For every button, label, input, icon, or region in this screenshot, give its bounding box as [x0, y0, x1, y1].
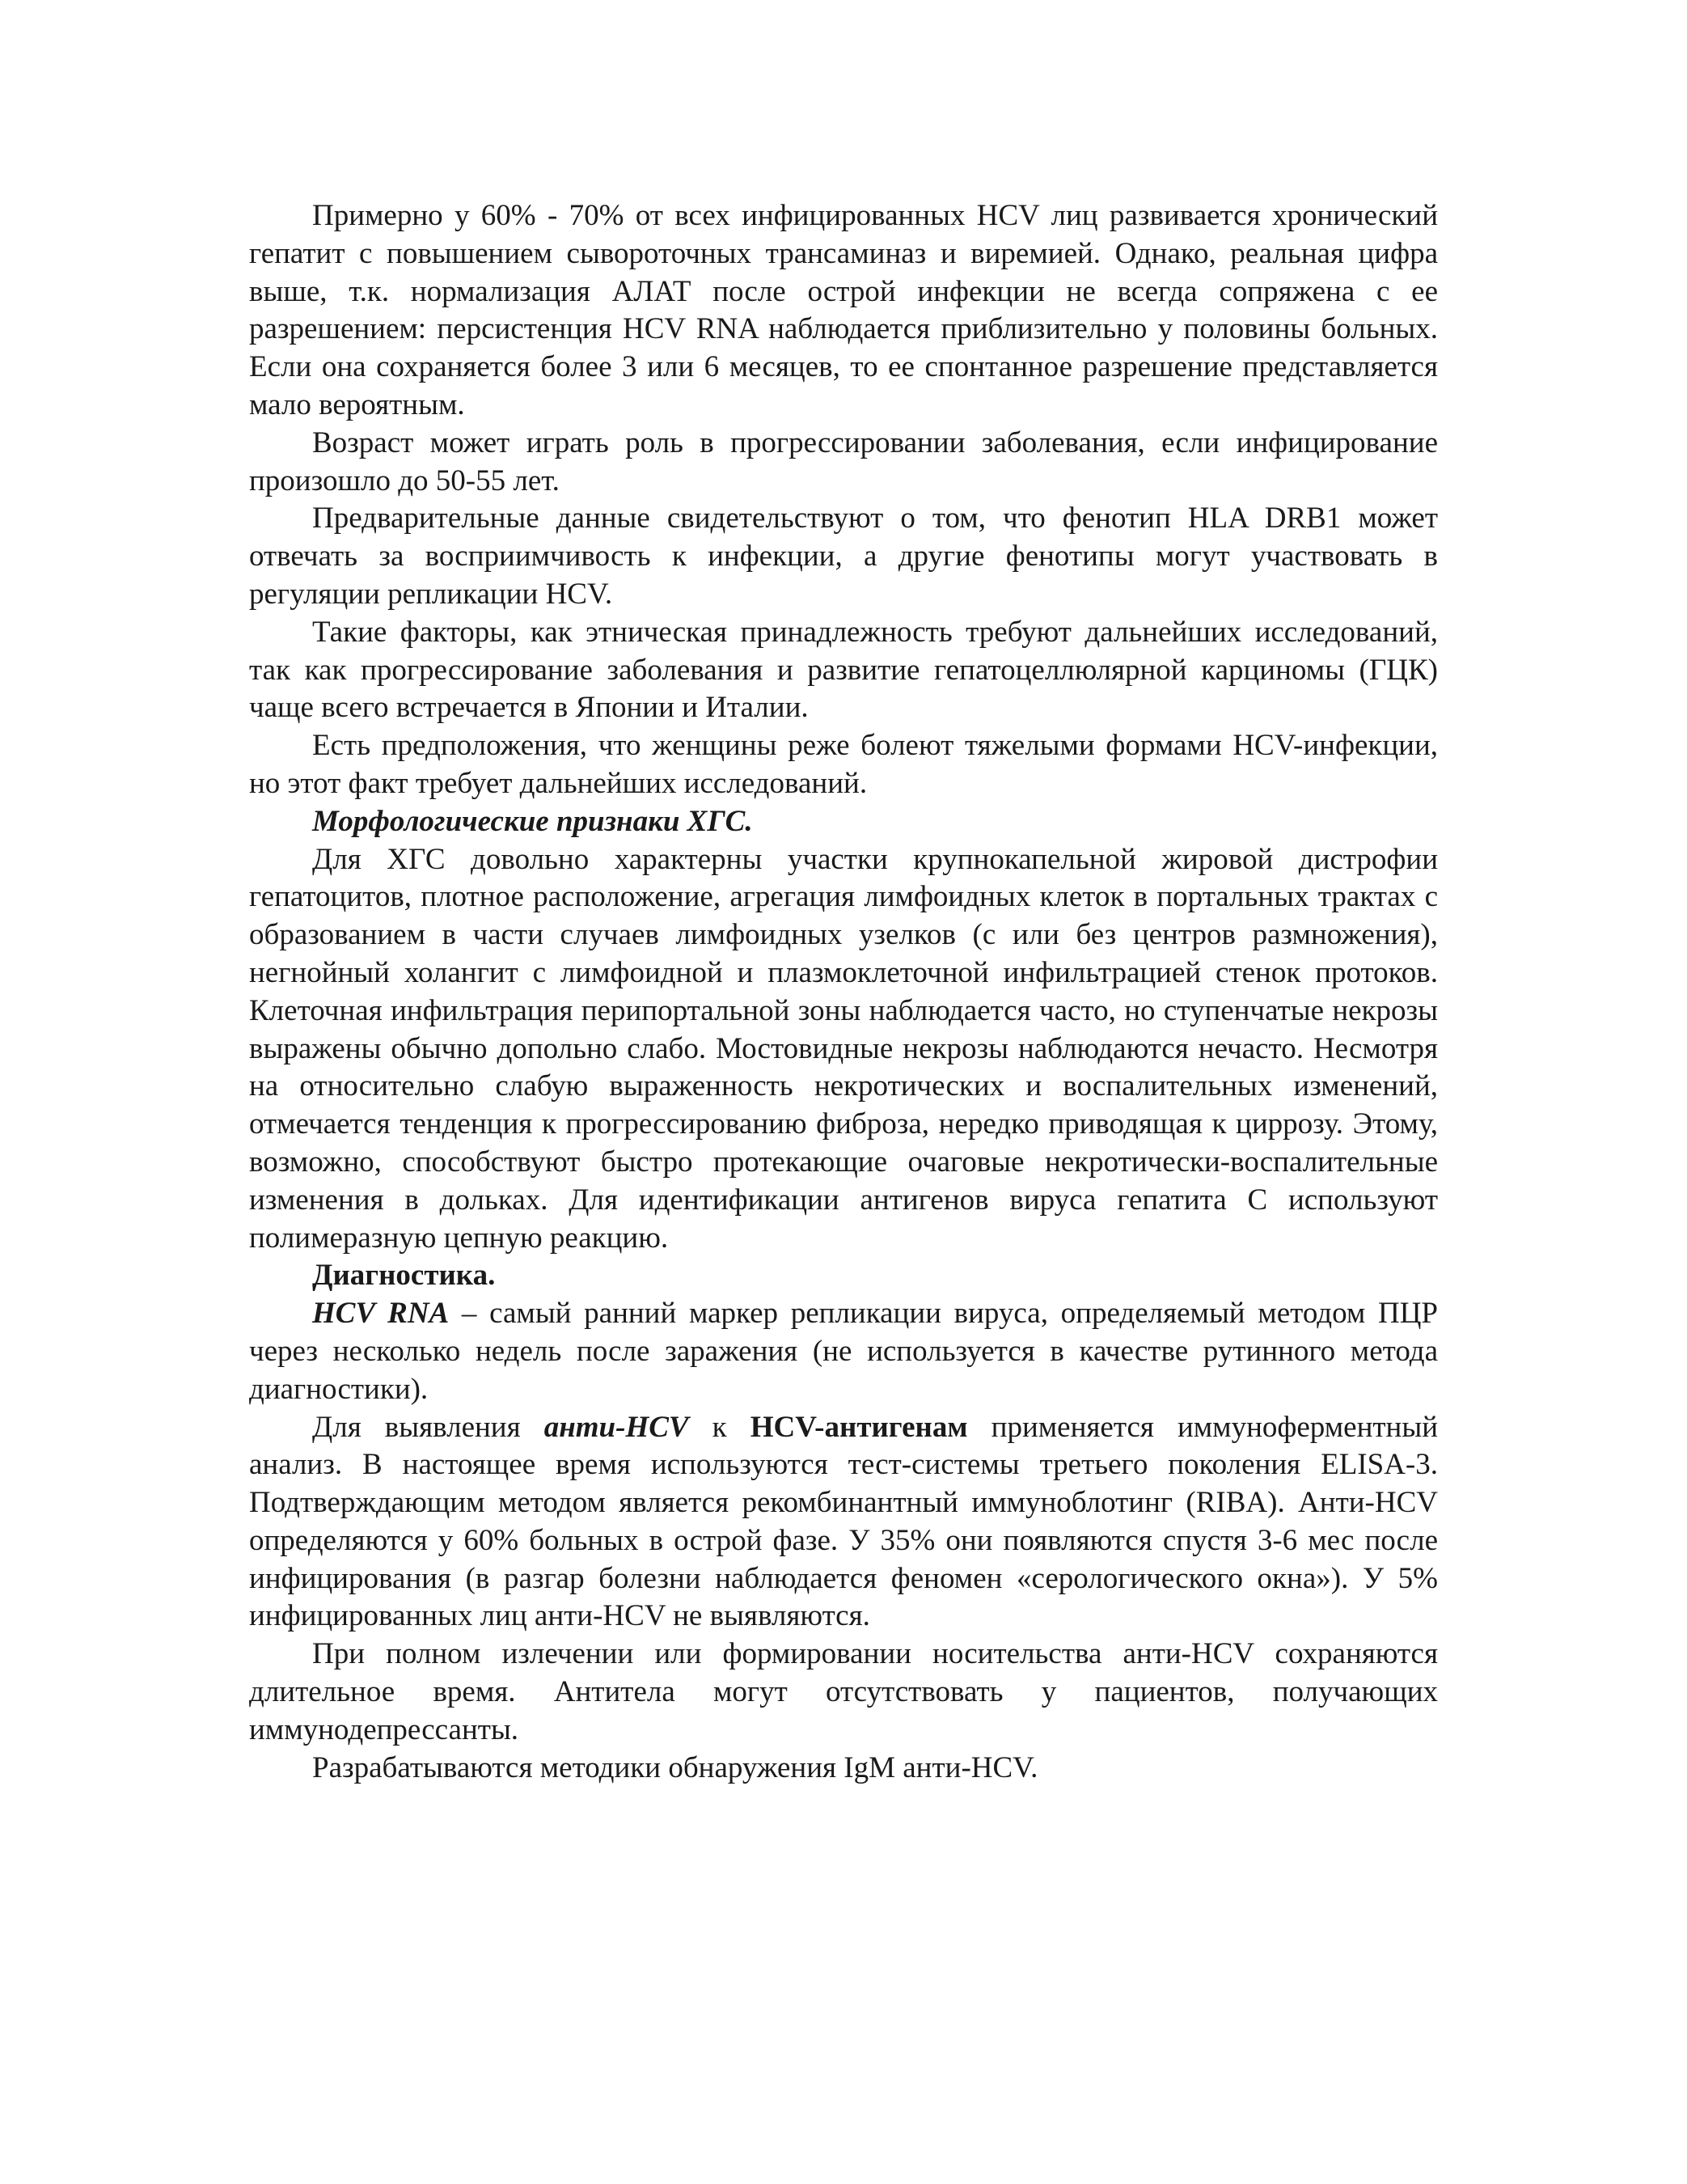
paragraph-age: Возраст может играть роль в прогрессировании заболевания, если инфицирование произошло до 50-55 лет. — [249, 425, 1438, 497]
paragraph-prevalence: Примерно у 60% - 70% от всех инфицированных HCV лиц развивается хронический гепатит с повышением сывороточных трансаминаз и виремией. Однако, реальная цифра выше, т.к. нормализация АЛАТ после острой инфекции не всегда сопряжена с ее разрешением: персистенция HCV RNA наблюдается приблизительно у половины больных. Если она сохраняется более 3 или 6 месяцев, то ее спонтанное разрешение представляется мало вероятным. — [249, 199, 1438, 421]
paragraph-hcv-rna — [249, 1295, 1438, 1408]
paragraph-women: Есть предположения, что женщины реже болеют тяжелыми формами HCV-инфекции, но этот факт требует дальнейших исследований. — [249, 729, 1438, 800]
term-anti-hcv: анти-HCV — [543, 1410, 689, 1444]
paragraph-hla: Предварительные данные свидетельствуют о том, что фенотип HLA DRB1 может отвечать за восприимчивость к инфекции, а другие фенотипы могут участвовать в регуляции репликации HCV. — [249, 502, 1438, 611]
text-anti-hcv-c: применяется иммуноферментный анализ. В настоящее время используются тест-системы третьего поколения ELISA-3. Подтверждающим методом является рекомбинантный иммуноблотинг (RIBA). Анти-HCV определяются у 60% больных в острой фазе. У 35% они появляются спустя 3-6 мес после инфицирования (в разгар болезни наблюдается феномен «серологического окна»). У 5% инфицированных лиц анти-HCV не выявляются. — [249, 1410, 1438, 1633]
paragraph-ethnicity: Такие факторы, как этническая принадлежность требуют дальнейших исследований, так как прогрессирование заболевания и развитие гепатоцеллюлярной карциномы (ГЦК) чаще всего встречается в Японии и Италии. — [249, 615, 1438, 725]
text-anti-hcv-a: Для выявления — [312, 1410, 544, 1444]
document-page — [249, 197, 1438, 1787]
heading-diagnostics: Диагностика. — [312, 1259, 496, 1293]
text-hcv-rna-desc: – самый ранний маркер репликации вируса, определяемый методом ПЦР через несколько недель после заражения (не используется в качестве рутинного метода диагностики). — [249, 1297, 1438, 1406]
paragraph-morphology: Для ХГС довольно характерны участки крупнокапельной жировой дистрофии гепатоцитов, плотное расположение, агрегация лимфоидных клеток в портальных трактах с образованием в части случаев лимфоидных узелков (с или без центров размножения), негнойный холангит с лимфоидной и плазмоклеточной инфильтрацией стенок протоков. Клеточная инфильтрация перипортальной зоны наблюдается часто, но ступенчатые некрозы выражены обычно допольно слабо. Мостовидные некрозы наблюдаются нечасто. Несмотря на относительно слабую выраженность некротических и воспалительных изменений, отмечается тенденция к прогрессированию фиброза, нередко приводящая к циррозу. Этому, возможно, способствуют быстро протекающие очаговые некротически-воспалительные изменения в дольках. Для идентификации антигенов вируса гепатита С используют полимеразную цепную реакцию. — [249, 842, 1438, 1255]
paragraph-anti-hcv — [249, 1409, 1438, 1636]
term-hcv-antigens: HCV-антигенам — [750, 1410, 968, 1444]
text-anti-hcv-b: к — [688, 1410, 750, 1444]
paragraph-recovery: При полном излечении или формировании носительства анти-HCV сохраняются длительное время. Антитела могут отсутствовать у пациентов, получающих иммунодепрессанты. — [249, 1637, 1438, 1746]
paragraph-igm: Разрабатываются методики обнаружения IgM анти-HCV. — [312, 1750, 1038, 1784]
heading-morphology: Морфологические признаки ХГС. — [312, 804, 753, 838]
term-hcv-rna: HCV RNA — [312, 1297, 450, 1331]
